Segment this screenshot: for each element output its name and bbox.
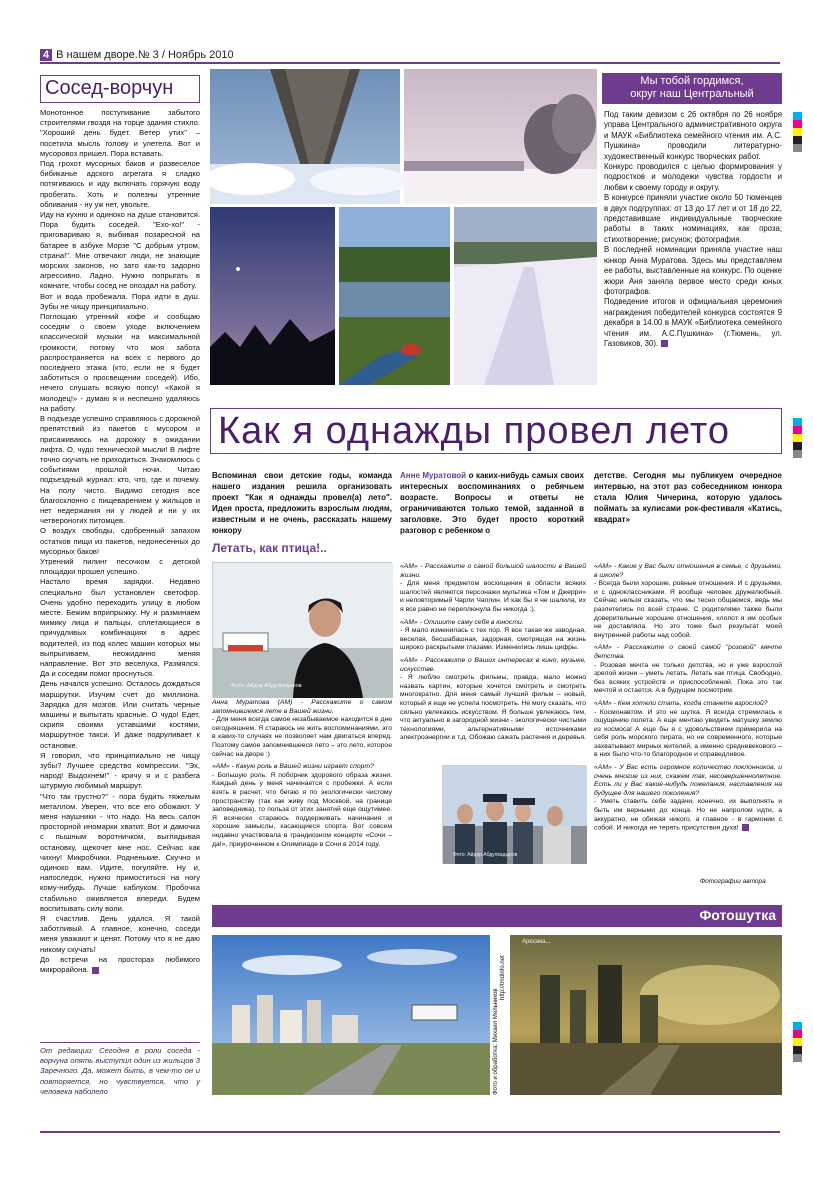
left-p9: Настало время зарядки. Недавно специально был установлен светофор. Очень удобно переходить улицу в любом месте. Бежим вприпрыжку. Ну и разминаем мимику лица и пальцы, сплетающиеся в причудливых комбинациях в адрес водителей, из под колес машин которых мы выпрыгиваем, неожиданно меняя направление. Вот это веселуха. Размялся. Да и соседям помог проснуться.: [40, 577, 200, 679]
interview-c3-8-text: - Уметь ставить себе задачи, конечно, их выполнять и быть им верными до конца. Но не напролом идти, а аккуратно, не обижая никого, а главное - в гармонии с собой. И никогда не терять присутствия духа!: [594, 798, 782, 832]
left-article-body: [40, 108, 200, 1056]
interview-c3-3: «АМ» - Расскажите о своей самой "розовой" мечте детства.: [594, 644, 782, 660]
summer-intro-col1: [212, 470, 392, 535]
fotoshutka-title: Фотошутка: [699, 907, 776, 923]
left-p8: Утренний пилинг песочком с детской площадки прошел успешно.: [40, 556, 200, 577]
interview-c3-7: «АМ» - У Вас есть огромное количество поклонников, и очень многие из них, скажем так, несовершеннолетние. Есть ли у Вас какие-нибудь пожелания, наставления на будущее для нашего поколения?: [594, 764, 782, 797]
left-p14: [40, 955, 200, 975]
photo2-caption: Фото: Айдар Абдулкадыров: [453, 852, 518, 858]
left-p13: Я счастлив. День удался. Я такой заботливый. А главное, конечно, соседи меня уважают и ценят. Потому что я не даю никому скучать!: [40, 914, 200, 954]
interview-c1-1: Анна Муратова (АМ) - Расскажите о самом запомнившемся лете в Вашей жизни.: [212, 699, 392, 715]
interview-c3-5: «АМ» - Кем хотели стать, когда станете взрослой?: [594, 699, 768, 707]
pride-banner-line2: округ наш Центральный: [630, 88, 754, 100]
summer-intro-col3-text: детстве. Сегодня мы публикуем очередное интервью, на этот раз собеседником юнкора стала Юлия Чичерина, которую удалось поймать за кулисами рок-фестиваля «Катись, квадрат»: [594, 471, 782, 524]
interview-c2-5: «АМ» - Расскажите о Ваших интересах в кино, музыке, искусстве.: [400, 656, 586, 673]
summer-intro-col1-text: Вспоминая свои детские годы, команда нашего издания решила организовать проект "Как я однажды провел(а) лето". Идея проста, предложить взрослым людям, известным и не очень, рассказать нашему юнкору: [212, 471, 392, 535]
page-header: [40, 49, 234, 61]
interview-c2-4: - Я мало изменилась с тех пор. Я все такая же заводная, веселая, бесшабашная, задорная, смотрящая на жизнь широко раскрытыми глазами. Изменились лишь цифры.: [400, 627, 586, 652]
interview-c2-2: - Для меня предметом восхищения в области всяких шалостей являются персонажи мультика «Том и Джерри» и неповторимый Чарли Чаплин. И как бы я не шалила, их я все равно не переплюнула бы никогда :).: [400, 580, 586, 613]
left-p6: В подъезде успешно справляюсь с дорожной препятствий из пакетов с мусором и присаживаюсь на дорожку в ожидании лифта. О, чудо технической мысли! В лифте точно скучать не приходиться. Знакомлюсь с событиями прошлой ночи. Читаю подъездный журнал: кто, что, где и почему. На полу чисто. Видимо сегодня все благосклонно с пищеварением у жильцов и нет недержания ни у людей и ни у их четвероногих питомцев.: [40, 414, 200, 526]
summer-intro-col2-text: о каких-нибудь самых своих интересных воспоминаниях о ребячьем возрасте. Вопросы и ответы не ограничиваются только темой, заданной в заголовке. Это будет просто короткий разговор с ребенком о: [400, 471, 584, 535]
pride-p5-text: Подведение итогов и официальная церемония награждения победителей конкурса состоятся 9 декабря в 14.00 в МАУК «Библиотека семейного чтения им. А.С.Пушкина» (г.Тюмень, ул. Газовиков, 30).: [604, 297, 782, 348]
left-p14-text: До встречи на просторах любимого микрорайона.: [40, 954, 200, 975]
photo-interviewee: [212, 562, 392, 697]
registration-marks-bottom: [793, 1022, 802, 1062]
photo-city-after: [510, 935, 782, 1095]
summer-intro-name: Анне Муратовой: [400, 471, 467, 480]
fotoshutka-vertical-credit: [493, 935, 499, 1095]
bottom-rule: [40, 1131, 780, 1133]
interview-col1: [212, 699, 392, 849]
pride-p3: В конкурсе приняли участие около 50 тюменцев в двух подгруппах: от 13 до 17 лет и от 18 до 22, представившие индивидуальные творческие работы в таких номинациях, как проза; стихотворение; рисунок; фотография.: [604, 193, 782, 244]
interview-c2-3: «АМ» - Опишите саму себя в юности.: [400, 618, 524, 626]
pride-banner: [602, 73, 782, 104]
left-p11: Я говорил, что принципиально не чищу зубы? Лучшее средство компрессии. "Эх, народ! Выдохнем!" - кричу я и с разбега штурмую любимый маршрут.: [40, 750, 200, 791]
page-number: 4: [40, 49, 52, 61]
interview-c3-8: [594, 798, 782, 833]
fotoshutka-banner: [212, 905, 782, 927]
interview-c2-1: «АМ» - Расскажите о самой большой шалости в Вашей жизни.: [400, 563, 586, 579]
registration-marks-mid: [793, 418, 802, 458]
vertical-url-text: http://tmdinfo.net: [500, 955, 506, 1000]
photo-city-before: [212, 935, 490, 1095]
vertical-credit-text: Фото и обработка: Михаил Мельников: [493, 988, 499, 1095]
interview-c3-2: - Всегда были хорошие, ровные отношения. И с друзьями, и с одноклассниками. Я вообще человек дружелюбный. Сейчас нельзя сказать, что мы тесно общаемся, ведь мы разлетелись по всей стране. С родителями также были доверительные хорошие отношения, хлопот я им особых не доставляла. Но это тоже был результат моей внутренней работы над собой.: [594, 580, 782, 639]
interview-col2: [400, 563, 586, 763]
left-article-title-text: Сосед-ворчун: [45, 77, 174, 99]
photo-frosty-trees: [404, 69, 597, 204]
photo-group: [442, 765, 586, 863]
left-p4: Вот и вода пробежала. Пора идти в душ. Зубы не чищу принципиально.: [40, 291, 200, 311]
end-mark-icon: [92, 967, 99, 974]
summer-subtitle: Летать, как птица!..: [212, 541, 327, 555]
photo-snowy-road: [454, 207, 597, 385]
interview-c1-2: - Для меня всегда самое незабываемое находится в дне сегодняшнем. Я стараюсь не жить воспоминаниями, это в каких-то случаях не позволяет нам двигаться вперед. Поэтому самое запомнившееся лето – это лето, которое сейчас на дворе :): [212, 716, 392, 758]
photo-river-legs: [339, 207, 450, 385]
interview-c1-4: - Большую роль. Я поборник здорового образа жизни. Каждый день у меня начинается с пробежки. А если взять в расчет, что бегаю я по экологически чистому пространству (так как живу под Москвой, на границе заповедника), то польза от этих занятий еще ощутимее. Я всячески стараюсь поддерживать начинания и хорошие замыслы, касающиеся спорта. Вот совсем недавно участвовала в грандиозном концерте «Сочи – да!», приуроченном к Олимпиаде в Сочи в 2014 году.: [212, 771, 392, 848]
fotoshutka-photo-label: Аркхэма...: [522, 939, 551, 945]
interview-c3-6: - Космонавтом. И это не шутка. Я всегда стремилась к ощущению полета. А еще мечтаю увидеть матушку землю из космоса! А еще бы я с удовольствием примерила на себя роль морского пирата, но не современного, которые захватывают мирных жителей, а именно средневекового – в них было что-то благородное и справедливое.: [594, 708, 782, 759]
photo-twilight-trees: [210, 207, 335, 385]
left-p2: Под грохот мусорных баков и развеселое бибиканье адского агрегата я сладко потягиваюсь и иду включать горячую воду пробегать. Хоть и полезны утренние обливания - ну уж нет, увольте.: [40, 159, 200, 209]
fotoshutka-vertical-url: [500, 910, 506, 1000]
left-p10: День начался успешно. Осталось дождаться маршрутки. Изучим счет до миллиона. Зарядка для мозгов. Или считать черные машины и выпытать красные. О чудо! Едет, скрипя своими уставшими костями, маршрутное такси. И даже подруливает к остановке.: [40, 679, 200, 750]
left-p3: Иду на кухню и одиноко на душе становится. Пора будить соседей. "Ехо-хо!" - приговариваю я, выбивая позаресной на батарее в азбуке Морзе "С добрым утром, страна!". Мне отвечают люди, не знающие морских законов, но зато как-то задорно агрессивно. Ладно. Нужно попрыгать в комнате, чтобы сосед не опоздал на работу.: [40, 210, 200, 291]
issue-label: В нашем дворе.№ 3 / Ноябрь 2010: [56, 49, 234, 61]
left-p5: Поглощаю утренний кофе и сообщаю соседям о своем уходе включением классической музыки на максимальной громкости, потому что моя забота распространяется на всех с первого до последнего этажа (кто, если не я будет заботиться о просвещении соседей). Ибо, нечего слушать всякую попсу! «Какой я молодец!» - думаю я и неспешно удаляюсь на работу.: [40, 312, 200, 413]
editor-note-rule: [40, 1042, 200, 1043]
interview-col3: [594, 563, 782, 863]
end-mark-icon: [661, 340, 668, 347]
interview-c3-1: «АМ» - Какие у Вас были отношения в семье, с друзьями, в школе?: [594, 563, 782, 579]
left-p1: Монотонное поступивание забытого строителями гвоздя на торце здания стихло. "Хороший день будет. Ветер утих" – посетила мысль голову и улетела. Вот и мусоровоз пришел. Пора вставать.: [40, 108, 200, 158]
interview-c1-3: «АМ» - Какую роль в Вашей жизни играет спорт?: [212, 763, 374, 771]
interview-c3-4: - Розовая мечта не только детства, но и уже взрослой зрелой жизни – уметь летать. Летать как птица. Свободно, без всяких устройств и приспособлений. Пока это так мечтой и остается. А в будущем посмотрим.: [594, 661, 782, 695]
photo-building-sky: [210, 69, 400, 204]
interview-c2-6: - Я люблю смотреть фильмы, правда, мало можно назвать картин, которые хочется смотреть и смотреть многократно. Для меня самый лучший фильм – новый, который я еще не успела посмотреть. Не могу сказать, что сильно увлекаюсь искусством. Я больше увлекаюсь тем, что актуально в загородной жизни - экологически чистыми технологиями, альтернативными источниками электроэнергии и т.д. Обожаю сажать растения и деревья.: [400, 674, 586, 742]
summer-intro-col2: [400, 470, 584, 535]
pride-p5: [604, 297, 782, 349]
left-article-title: [40, 75, 200, 103]
summer-title: Как я однажды провел лето: [218, 410, 731, 452]
pride-banner-line1: Мы тобой гордимся,: [640, 75, 744, 87]
editor-note-text: От редакции: Сегодня в роли соседа - ворчуна опять выступил один из жильцов 3 Заречного. Да, может быть, в чем-то он и повторяется, но чувствуется, что у человека наболело: [40, 1046, 200, 1096]
editor-note: [40, 1046, 200, 1094]
pride-p1: Под таким девизом с 26 октября по 26 ноября управа Центрального административного округа и МАУК «Библиотека семейного чтения им. А.С. Пушкина» проводили литературно-художественный конкурс творческих работ.: [604, 110, 782, 161]
end-mark-icon: [742, 824, 749, 831]
top-rule: [40, 62, 780, 64]
summer-intro-col3: [594, 470, 782, 530]
left-p7: О воздух свободы, сдобренный запахом остатков пищи из пакетов, недонесенных до мусорных баков!: [40, 526, 200, 556]
left-p12: "Что так грустно?" - пора будить тяжелым металлом. Уверен, что все его обожают. У меня наушники - что надо. На весь салон просторной иномарки хватит. Вот и дамочка с пышным воротничком, выглядывая остановку, щекочет мне нос. Сейчас как чихну! Микробчики. Родненькие. Скучно и одиноко вам. Идите, погуляйте. Ну и, напоследок, нужно примоститься на ногу кому-нибудь. Лучше каблуком. Пробочка стабильно оживляется впереди. Будем воспитывать силу воли.: [40, 791, 200, 913]
pride-article-body: [604, 110, 782, 382]
pride-p4: В последней номинации приняла участие наш юнкор Анна Муратова. Здесь мы представляем ее работы, выставленные на конкурс. По оценке жюри Аня заняла первое место среди юных фотографов.: [604, 245, 782, 296]
photo-credit: Фотографии автора: [700, 878, 766, 885]
photo1-caption: Фото: Айдар Абдулкадыров: [231, 683, 302, 689]
pride-p2: Конкурс проводился с целью формирования у подростков и молодежи чувства гордости и любви к своему городу и округу.: [604, 162, 782, 192]
registration-marks-top: [793, 112, 802, 152]
